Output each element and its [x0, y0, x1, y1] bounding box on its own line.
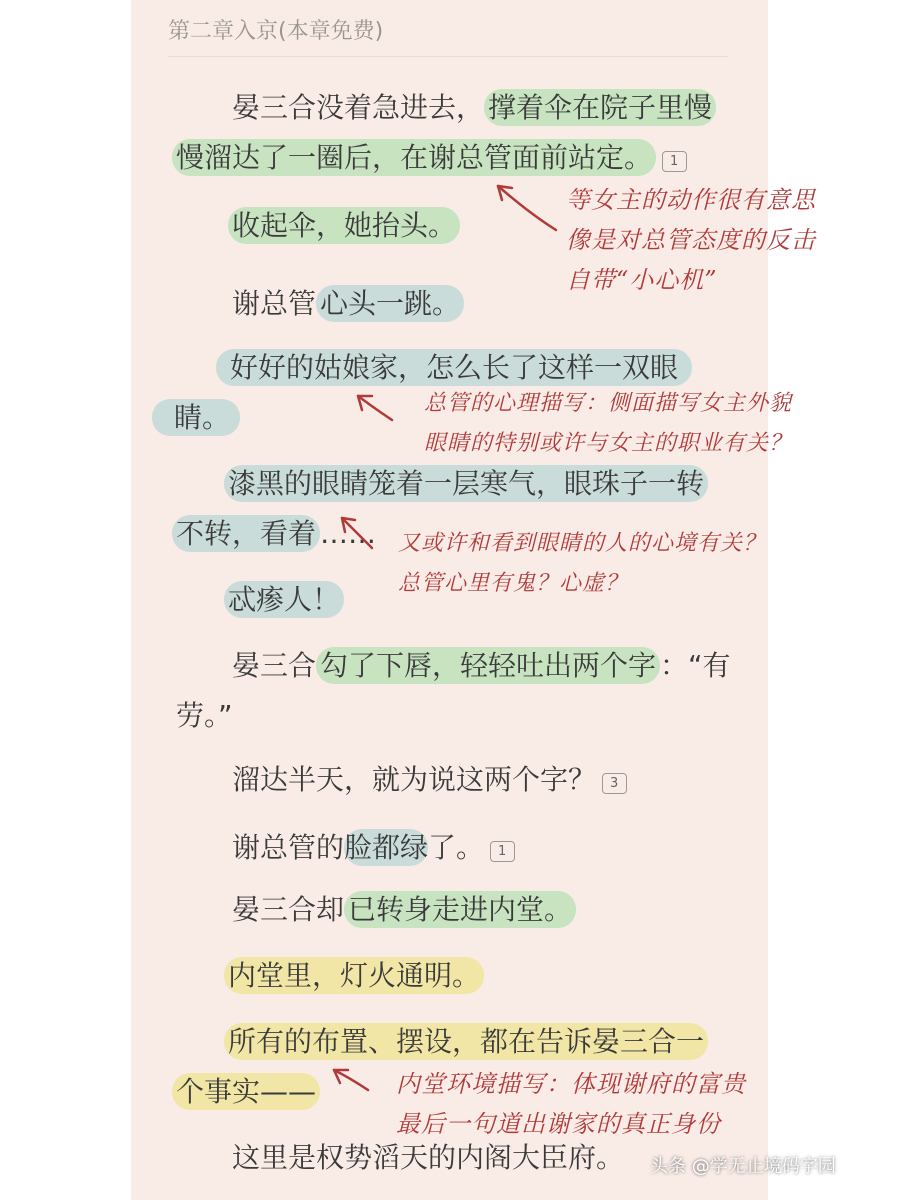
plain-text: 晏三合却 [232, 893, 345, 926]
note-line: 最后一句道出谢家的真正身份 [396, 1110, 721, 1138]
text-line [232, 828, 515, 868]
text-line [224, 956, 484, 996]
highlight-blue[interactable]: 漆黑的眼睛笼着一层寒气，眼珠子一转 [224, 465, 708, 502]
highlight-blue[interactable]: 心头一跳。 [316, 285, 464, 322]
highlight-blue[interactable]: 睛。 [152, 399, 240, 436]
plain-text: ：“有 [660, 649, 731, 682]
handwritten-note [396, 1064, 746, 1144]
highlight-blue[interactable]: 脸都绿 [344, 831, 429, 864]
text-line [228, 206, 460, 246]
note-line: 像是对总管态度的反击 [566, 226, 816, 254]
highlight-yellow[interactable]: 个事实—— [172, 1073, 320, 1110]
highlight-green[interactable]: 收起伞，她抬头。 [228, 207, 460, 244]
note-line: 总管心里有鬼？心虚？ [398, 571, 629, 596]
comment-count-badge[interactable]: 1 [490, 841, 515, 862]
text-line [232, 1138, 624, 1178]
text-line [176, 696, 233, 736]
plain-text: 晏三合没着急进去， [232, 91, 485, 124]
highlight-blue[interactable]: 忒瘆人！ [224, 581, 344, 618]
text-line [216, 348, 692, 388]
chapter-title: 第二章入京(本章免费) [168, 19, 384, 44]
note-line: 内堂环境描写：体现谢府的富贵 [396, 1070, 746, 1098]
plain-text: …… [320, 517, 377, 550]
plain-text: 谢总管 [232, 287, 317, 320]
plain-text: 了。 [428, 831, 485, 864]
highlight-green[interactable]: 慢溜达了一圈后，在谢总管面前站定。 [172, 139, 656, 176]
text-line [172, 514, 376, 554]
text-line [224, 580, 344, 620]
comment-count-badge[interactable]: 3 [602, 773, 627, 794]
highlight-yellow[interactable]: 所有的布置、摆设，都在告诉晏三合一 [224, 1023, 708, 1060]
text-line [224, 464, 708, 504]
text-line [172, 1072, 320, 1112]
handwritten-note [424, 384, 792, 464]
text-line [232, 646, 731, 686]
text-line [172, 138, 687, 178]
plain-text: 溜达半天，就为说这两个字？ [232, 763, 597, 796]
handwritten-note [398, 524, 766, 604]
header-divider [168, 56, 728, 57]
note-line: 又或许和看到眼睛的人的心境有关？ [398, 531, 767, 556]
text-line [232, 890, 576, 930]
watermark: 头条 @学无止境码字园 [650, 1156, 836, 1177]
text-line [232, 88, 716, 128]
highlight-blue[interactable]: 好好的姑娘家，怎么长了这样一双眼 [216, 349, 692, 386]
note-line: 总管的心理描写：侧面描写女主外貌 [424, 391, 793, 416]
text-line [152, 398, 240, 438]
handwritten-note [566, 180, 816, 300]
text-line [232, 760, 627, 800]
plain-text: 劳。” [176, 699, 233, 732]
note-line: 等女主的动作很有意思 [566, 186, 816, 214]
note-line: 眼睛的特别或许与女主的职业有关？ [424, 431, 793, 456]
note-line: 自带“小心机” [566, 266, 718, 294]
highlight-yellow[interactable]: 内堂里，灯火通明。 [224, 957, 484, 994]
plain-text: 这里是权势滔天的内阁大臣府。 [232, 1141, 625, 1174]
comment-count-badge[interactable]: 1 [662, 151, 687, 172]
highlight-green[interactable]: 已转身走进内堂。 [344, 891, 576, 928]
plain-text: 谢总管的 [232, 831, 345, 864]
text-line [224, 1022, 708, 1062]
text-line [232, 284, 464, 324]
highlight-green[interactable]: 撑着伞在院子里慢 [484, 89, 716, 126]
plain-text: 晏三合 [232, 649, 317, 682]
highlight-blue[interactable]: 不转，看着 [172, 515, 320, 552]
highlight-green[interactable]: 勾了下唇，轻轻吐出两个字 [316, 647, 660, 684]
